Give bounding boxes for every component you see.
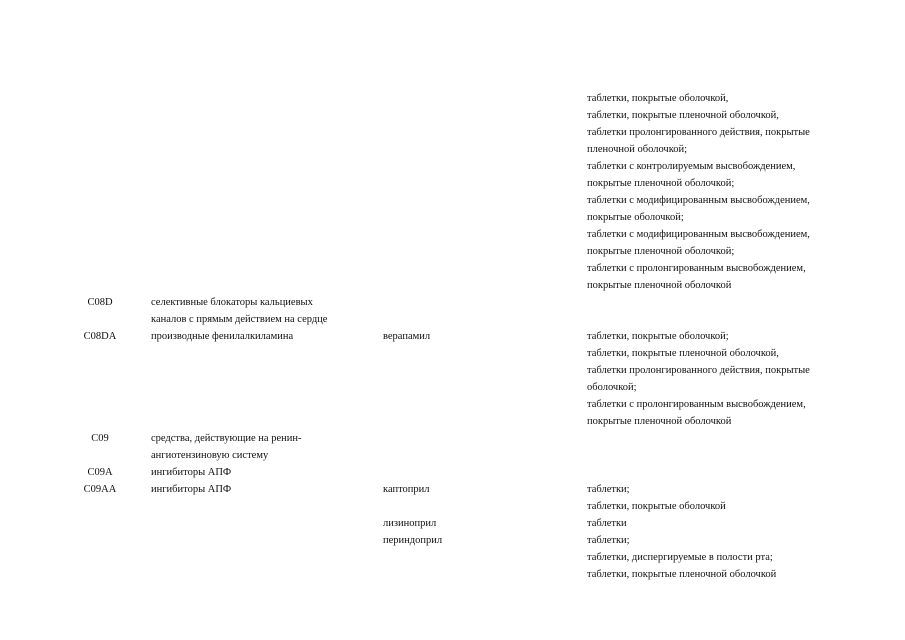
dosage-form-line: таблетки; [587, 484, 630, 495]
drug-name: каптоприл [383, 484, 430, 495]
atc-code: C09A [87, 467, 113, 478]
dosage-form-line: таблетки, покрытые оболочкой, [587, 93, 729, 104]
drug-name-cell [383, 328, 573, 345]
dosage-form-line: таблетки [587, 518, 627, 529]
dosage-form-line: таблетки с модифицированным высвобождением, [587, 195, 810, 206]
dosage-form-line: таблетки, покрытые оболочкой; [587, 331, 729, 342]
dosage-forms-cell [587, 481, 887, 515]
atc-code-cell [72, 430, 128, 447]
dosage-form-line: покрытые пленочной оболочкой [587, 416, 732, 427]
dosage-form-line: пленочной оболочкой; [587, 144, 688, 155]
dosage-form-line: таблетки пролонгированного действия, покрытые [587, 127, 810, 138]
atc-code-cell [72, 464, 128, 481]
dosage-form-line: покрытые оболочкой; [587, 212, 684, 223]
group-name-line: ангиотензиновую систему [151, 450, 269, 461]
dosage-forms-cell [587, 328, 887, 430]
dosage-form-line: таблетки с пролонгированным высвобождением, [587, 263, 806, 274]
dosage-form-line: таблетки с контролируемым высвобождением, [587, 161, 796, 172]
drug-name-cell [383, 481, 573, 498]
dosage-form-line: покрытые пленочной оболочкой [587, 280, 732, 291]
dosage-forms-cell [587, 90, 887, 294]
group-name-cell [151, 481, 376, 498]
dosage-form-line: таблетки, покрытые оболочкой [587, 501, 726, 512]
group-name-line: каналов с прямым действием на сердце [151, 314, 328, 325]
drug-name: периндоприл [383, 535, 443, 546]
atc-code: C09 [91, 433, 109, 444]
dosage-form-line: таблетки пролонгированного действия, покрытые [587, 365, 810, 376]
group-name-line: ингибиторы АПФ [151, 467, 232, 478]
atc-code: C08DA [83, 331, 117, 342]
dosage-form-line: таблетки, диспергируемые в полости рта; [587, 552, 773, 563]
dosage-form-line: таблетки, покрытые пленочной оболочкой, [587, 348, 779, 359]
group-name-line: ингибиторы АПФ [151, 484, 232, 495]
dosage-form-line: покрытые пленочной оболочкой; [587, 246, 735, 257]
dosage-form-line: таблетки с модифицированным высвобождением, [587, 229, 810, 240]
dosage-form-line: таблетки, покрытые пленочной оболочкой [587, 569, 777, 580]
group-name-cell [151, 464, 376, 481]
group-name-line: средства, действующие на ренин- [151, 433, 302, 444]
dosage-form-line: таблетки с пролонгированным высвобождением, [587, 399, 806, 410]
dosage-form-line: оболочкой; [587, 382, 637, 393]
drug-name: верапамил [383, 331, 431, 342]
atc-code: C08D [87, 297, 113, 308]
dosage-form-line: таблетки, покрытые пленочной оболочкой, [587, 110, 779, 121]
drug-name-cell [383, 515, 573, 532]
atc-code-cell [72, 328, 128, 345]
dosage-form-line: покрытые пленочной оболочкой; [587, 178, 735, 189]
group-name-cell [151, 328, 376, 345]
group-name-cell [151, 294, 376, 328]
atc-code: C09AA [83, 484, 117, 495]
group-name-cell [151, 430, 376, 464]
group-name-line: селективные блокаторы кальциевых [151, 297, 313, 308]
dosage-form-line: таблетки; [587, 535, 630, 546]
atc-code-cell [72, 481, 128, 498]
atc-code-cell [72, 294, 128, 311]
dosage-forms-cell [587, 532, 887, 583]
dosage-forms-cell [587, 515, 887, 532]
drug-name: лизиноприл [383, 518, 437, 529]
drug-name-cell [383, 532, 573, 549]
group-name-line: производные фенилалкиламина [151, 331, 294, 342]
